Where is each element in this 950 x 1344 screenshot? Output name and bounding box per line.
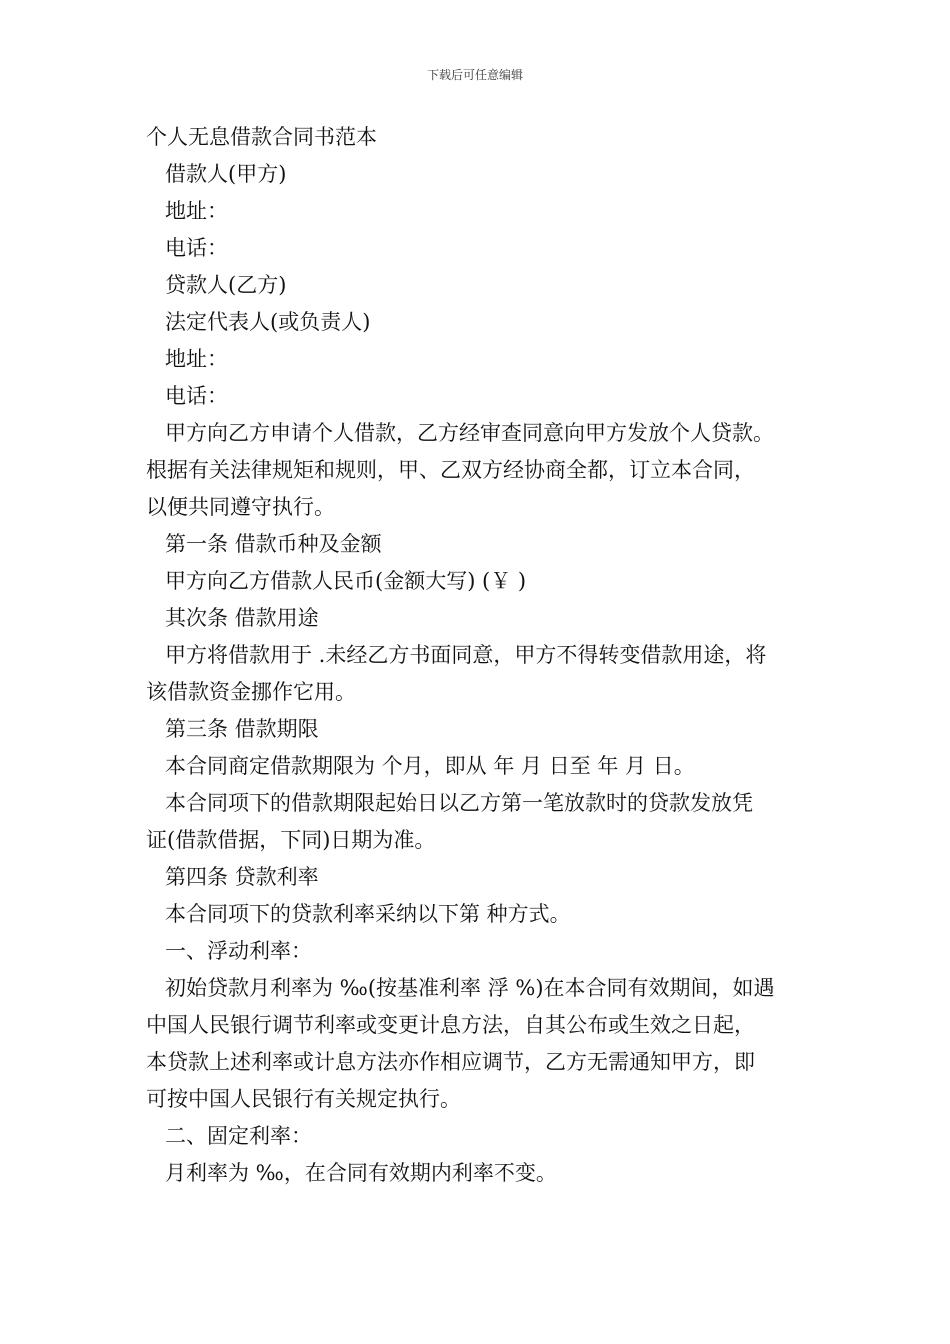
document-line: 该借款资金挪作它用。: [146, 680, 356, 704]
document-line: 一、浮动利率：: [165, 939, 312, 963]
document-line: 证(借款借据，下同)日期为准。: [146, 828, 436, 852]
document-line: 地址：: [165, 199, 228, 223]
document-lines: [146, 156, 811, 1192]
document-line: 第四条 贷款利率: [165, 865, 319, 889]
document-line: 根据有关法律规矩和规则，甲、乙双方经协商全都，订立本合同，: [146, 458, 755, 482]
document-line: 本合同项下的借款期限起始日以乙方第一笔放款时的贷款发放凭: [165, 791, 753, 815]
document-line: 甲方向乙方借款人民币(金额大写) (￥ ): [165, 569, 527, 593]
document-line: 电话：: [165, 236, 228, 260]
header-note: 下载后可任意编辑: [426, 68, 523, 82]
document-line: 法定代表人(或负责人): [165, 310, 371, 334]
document-line: 第一条 借款币种及金额: [165, 532, 382, 556]
document-line: 地址：: [165, 347, 228, 371]
document-line: 甲方将借款用于 .未经乙方书面同意，甲方不得转变借款用途，将: [165, 643, 767, 667]
document-body: [146, 119, 811, 1192]
document-line: 中国人民银行调节利率或变更计息方法，自其公布或生效之日起，: [146, 1013, 755, 1037]
document-line: 借款人(甲方): [165, 162, 287, 186]
document-line: 月利率为 ‰，在合同有效期内利率不变。: [165, 1161, 557, 1185]
document-title: 个人无息借款合同书范本: [146, 125, 377, 149]
document-line: 二、固定利率：: [165, 1124, 312, 1148]
document-line: 本贷款上述利率或计息方法亦作相应调节，乙方无需通知甲方，即: [146, 1050, 755, 1074]
document-line: 初始贷款月利率为 ‰(按基准利率 浮 %)在本合同有效期间，如遇: [165, 976, 775, 1000]
document-line: 本合同项下的贷款利率采纳以下第 种方式。: [165, 902, 571, 926]
document-line: 以便共同遵守执行。: [146, 495, 335, 519]
document-line: 可按中国人民银行有关规定执行。: [146, 1087, 461, 1111]
document-line: 本合同商定借款期限为 个月，即从 年 月 日至 年 月 日。: [165, 754, 695, 778]
document-line: 甲方向乙方申请个人借款，乙方经审查同意向甲方发放个人贷款。: [165, 421, 774, 445]
document-line: 电话：: [165, 384, 228, 408]
document-line: 贷款人(乙方): [165, 273, 287, 297]
document-line: 其次条 借款用途: [165, 606, 319, 630]
document-line: 第三条 借款期限: [165, 717, 319, 741]
